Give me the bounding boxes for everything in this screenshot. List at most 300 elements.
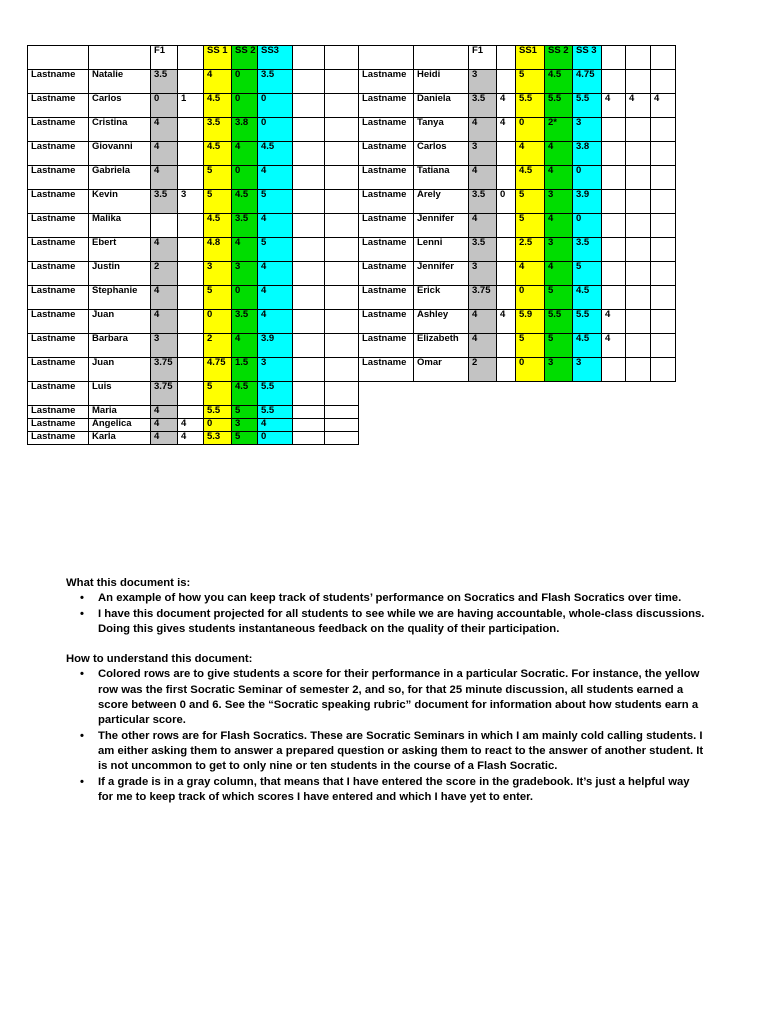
table-cell: 4.5 bbox=[516, 166, 545, 190]
table-cell bbox=[325, 94, 359, 118]
table-row bbox=[359, 142, 676, 166]
table-row bbox=[359, 262, 676, 286]
table-cell: 4 bbox=[497, 310, 516, 334]
list-item: • The other rows are for Flash Socratics. These are Socratic Seminars in which I am mainly cold calling students. I am either asking them to answer a prepared question or asking them to react to the answer of another student. It is not uncommon to get to only nine or ten students in the course of a Flash Socratic. bbox=[98, 729, 706, 775]
table-cell: 4 bbox=[651, 94, 676, 118]
table-cell: Justin bbox=[89, 262, 151, 286]
list-item: • Colored rows are to give students a score for their performance in a particular Socratic. For instance, the yellow row was the first Socratic Seminar of semester 2, and so, for that 25 minute discussion, all students earned a score between 0 and 6. See the “Socratic speaking rubric” document for information about how students earn a particular score. bbox=[98, 667, 706, 728]
header-cell: SS3 bbox=[258, 46, 293, 70]
table-cell: 3.5 bbox=[469, 190, 497, 214]
table-cell: 4 bbox=[516, 142, 545, 166]
table-cell: 5 bbox=[258, 190, 293, 214]
table-cell: 5 bbox=[516, 334, 545, 358]
notes-section bbox=[66, 576, 706, 820]
table-row bbox=[359, 310, 676, 334]
table-cell bbox=[293, 70, 325, 94]
table-cell: 4 bbox=[151, 238, 178, 262]
table-cell bbox=[497, 214, 516, 238]
table-cell: 5 bbox=[516, 190, 545, 214]
table-row bbox=[28, 214, 359, 238]
table-cell bbox=[651, 334, 676, 358]
table-cell: 3.5 bbox=[232, 214, 258, 238]
header-cell: SS1 bbox=[516, 46, 545, 70]
list-item: • If a grade is in a gray column, that means that I have entered the score in the gradebook. It’s just a helpful way for me to keep track of which scores I have entered and which I have yet to enter. bbox=[98, 775, 706, 806]
table-cell: 5.5 bbox=[545, 310, 573, 334]
table-cell bbox=[293, 419, 325, 432]
table-cell: 4 bbox=[151, 166, 178, 190]
table-cell: 3 bbox=[469, 70, 497, 94]
table-cell: 4 bbox=[151, 118, 178, 142]
table-cell: 3 bbox=[469, 262, 497, 286]
table-cell bbox=[651, 166, 676, 190]
table-cell bbox=[325, 214, 359, 238]
table-cell: 3 bbox=[232, 419, 258, 432]
table-cell: Lastname bbox=[359, 238, 414, 262]
table-cell: 0 bbox=[516, 118, 545, 142]
table-cell: 0 bbox=[232, 94, 258, 118]
table-row bbox=[359, 190, 676, 214]
table-cell: Barbara bbox=[89, 334, 151, 358]
header-cell bbox=[28, 46, 89, 70]
table-cell: 0 bbox=[232, 286, 258, 310]
table-cell: 4.5 bbox=[258, 142, 293, 166]
table-cell: 3 bbox=[178, 190, 204, 214]
table-cell bbox=[325, 286, 359, 310]
what-heading: What this document is: bbox=[66, 577, 191, 589]
table-cell: 0 bbox=[516, 286, 545, 310]
table-cell bbox=[602, 166, 626, 190]
table-cell bbox=[325, 334, 359, 358]
what-list bbox=[66, 591, 706, 637]
table-cell: 5.9 bbox=[516, 310, 545, 334]
table-cell bbox=[626, 118, 651, 142]
table-cell: 4 bbox=[602, 94, 626, 118]
header-cell: SS 3 bbox=[573, 46, 602, 70]
table-cell bbox=[178, 310, 204, 334]
table-cell: 3.75 bbox=[469, 286, 497, 310]
header-cell bbox=[325, 46, 359, 70]
header-cell bbox=[293, 46, 325, 70]
table-cell: 4.5 bbox=[232, 382, 258, 406]
table-cell: Carlos bbox=[89, 94, 151, 118]
table-cell bbox=[293, 310, 325, 334]
table-cell: 5 bbox=[232, 432, 258, 445]
table-cell: Lastname bbox=[28, 310, 89, 334]
table-cell: Omar bbox=[414, 358, 469, 382]
table-cell bbox=[325, 70, 359, 94]
header-cell bbox=[602, 46, 626, 70]
table-cell: 3.5 bbox=[204, 118, 232, 142]
table-cell: Daniela bbox=[414, 94, 469, 118]
table-cell: 3.5 bbox=[151, 70, 178, 94]
table-cell: 3.75 bbox=[151, 382, 178, 406]
table-row bbox=[359, 94, 676, 118]
table-cell: 5.5 bbox=[573, 310, 602, 334]
table-cell: Lastname bbox=[28, 432, 89, 445]
table-cell bbox=[497, 334, 516, 358]
table-cell bbox=[626, 310, 651, 334]
table-cell: 3 bbox=[469, 142, 497, 166]
table-cell: Tatiana bbox=[414, 166, 469, 190]
table-cell bbox=[293, 94, 325, 118]
table-cell bbox=[178, 286, 204, 310]
table-cell: 5.5 bbox=[545, 94, 573, 118]
header-cell: F1 bbox=[469, 46, 497, 70]
table-cell: Lastname bbox=[359, 262, 414, 286]
table-cell: 5.5 bbox=[516, 94, 545, 118]
table-cell: 4 bbox=[469, 166, 497, 190]
table-cell bbox=[497, 262, 516, 286]
table-row bbox=[359, 70, 676, 94]
table-row bbox=[28, 310, 359, 334]
table-cell: 4.5 bbox=[232, 190, 258, 214]
table-row bbox=[359, 358, 676, 382]
table-cell: 4.75 bbox=[573, 70, 602, 94]
table-cell: Lastname bbox=[359, 142, 414, 166]
table-cell bbox=[178, 382, 204, 406]
table-cell: 4 bbox=[469, 334, 497, 358]
header-cell bbox=[497, 46, 516, 70]
table-cell bbox=[293, 262, 325, 286]
table-cell: Lastname bbox=[28, 70, 89, 94]
table-cell: Lastname bbox=[28, 419, 89, 432]
how-heading: How to understand this document: bbox=[66, 653, 253, 666]
table-cell: 4 bbox=[497, 118, 516, 142]
table-cell: Luis bbox=[89, 382, 151, 406]
table-cell bbox=[651, 358, 676, 382]
table-row bbox=[28, 382, 359, 406]
table-cell: 5.5 bbox=[258, 406, 293, 419]
table-cell: 4 bbox=[151, 406, 178, 419]
table-cell: Cristina bbox=[89, 118, 151, 142]
table-cell: 4 bbox=[258, 310, 293, 334]
table-cell: 3.5 bbox=[258, 70, 293, 94]
table-cell bbox=[602, 358, 626, 382]
table-cell bbox=[602, 142, 626, 166]
table-cell bbox=[178, 142, 204, 166]
table-cell: 3 bbox=[573, 358, 602, 382]
table-cell: 0 bbox=[232, 70, 258, 94]
table-cell: 1.5 bbox=[232, 358, 258, 382]
table-cell: Juan bbox=[89, 310, 151, 334]
table-row bbox=[359, 334, 676, 358]
table-cell: 5 bbox=[204, 166, 232, 190]
table-cell: Lastname bbox=[28, 262, 89, 286]
table-cell: Lastname bbox=[28, 286, 89, 310]
table-cell bbox=[626, 214, 651, 238]
table-cell: 5.5 bbox=[204, 406, 232, 419]
table-cell: 4 bbox=[151, 286, 178, 310]
table-cell bbox=[651, 286, 676, 310]
table-cell: 0 bbox=[497, 190, 516, 214]
table-cell: Maria bbox=[89, 406, 151, 419]
table-cell: 4 bbox=[469, 310, 497, 334]
header-cell bbox=[414, 46, 469, 70]
table-cell: 3.5 bbox=[469, 238, 497, 262]
table-cell bbox=[325, 310, 359, 334]
table-row bbox=[359, 214, 676, 238]
table-cell bbox=[626, 358, 651, 382]
table-cell: 3.8 bbox=[232, 118, 258, 142]
list-item: • An example of how you can keep track of students’ performance on Socratics and Flash Socratics over time. bbox=[98, 591, 706, 606]
table-cell: 4 bbox=[258, 214, 293, 238]
table-cell: Natalie bbox=[89, 70, 151, 94]
table-cell: Jennifer bbox=[414, 262, 469, 286]
table-cell: Heidi bbox=[414, 70, 469, 94]
table-cell bbox=[293, 432, 325, 445]
table-cell: Lastname bbox=[28, 406, 89, 419]
table-cell: Lastname bbox=[359, 94, 414, 118]
table-cell: 3 bbox=[545, 190, 573, 214]
table-cell: 5.5 bbox=[258, 382, 293, 406]
table-cell bbox=[626, 262, 651, 286]
table-cell bbox=[651, 310, 676, 334]
table-cell: 5 bbox=[545, 286, 573, 310]
table-cell: 4 bbox=[545, 214, 573, 238]
table-cell: 5 bbox=[573, 262, 602, 286]
table-cell: 0 bbox=[258, 432, 293, 445]
table-cell: Lenni bbox=[414, 238, 469, 262]
table-cell: 5 bbox=[204, 286, 232, 310]
table-row bbox=[28, 166, 359, 190]
table-cell bbox=[325, 142, 359, 166]
table-cell: 4 bbox=[258, 166, 293, 190]
table-cell: 2* bbox=[545, 118, 573, 142]
table-cell: 4 bbox=[178, 419, 204, 432]
header-cell bbox=[178, 46, 204, 70]
table-cell bbox=[651, 70, 676, 94]
table-cell bbox=[626, 286, 651, 310]
table-cell bbox=[651, 238, 676, 262]
table-cell: 3.8 bbox=[573, 142, 602, 166]
table-cell bbox=[325, 262, 359, 286]
table-cell: 0 bbox=[573, 166, 602, 190]
table-cell: 5.3 bbox=[204, 432, 232, 445]
table-cell: 3.5 bbox=[151, 190, 178, 214]
table-cell: Angelica bbox=[89, 419, 151, 432]
table-cell: 4.5 bbox=[204, 142, 232, 166]
table-row bbox=[28, 94, 359, 118]
table-cell bbox=[293, 358, 325, 382]
table-cell: Giovanni bbox=[89, 142, 151, 166]
table-cell: 0 bbox=[204, 310, 232, 334]
table-cell: 4.75 bbox=[204, 358, 232, 382]
table-cell: 3 bbox=[573, 118, 602, 142]
table-cell bbox=[497, 166, 516, 190]
table-row bbox=[28, 238, 359, 262]
table-cell: Lastname bbox=[28, 118, 89, 142]
table-row bbox=[359, 166, 676, 190]
table-cell bbox=[151, 214, 178, 238]
table-cell: 4 bbox=[204, 70, 232, 94]
header-cell bbox=[626, 46, 651, 70]
table-cell: 4 bbox=[151, 310, 178, 334]
grade-table-right bbox=[358, 45, 676, 382]
table-cell: 3 bbox=[151, 334, 178, 358]
table-cell: 1 bbox=[178, 94, 204, 118]
table-row bbox=[28, 118, 359, 142]
table-cell bbox=[325, 382, 359, 406]
table-cell: 2.5 bbox=[516, 238, 545, 262]
table-cell: 5 bbox=[516, 214, 545, 238]
table-cell bbox=[602, 190, 626, 214]
table-cell: 3.9 bbox=[258, 334, 293, 358]
table-cell bbox=[497, 358, 516, 382]
table-cell bbox=[626, 142, 651, 166]
table-cell: Lastname bbox=[359, 190, 414, 214]
table-cell: 4 bbox=[545, 142, 573, 166]
table-cell: Arely bbox=[414, 190, 469, 214]
table-cell: 4 bbox=[602, 334, 626, 358]
table-cell: 5.5 bbox=[573, 94, 602, 118]
table-cell: 3 bbox=[545, 358, 573, 382]
table-cell: Karla bbox=[89, 432, 151, 445]
table-row bbox=[28, 406, 359, 419]
table-cell: 4 bbox=[258, 262, 293, 286]
table-cell bbox=[626, 334, 651, 358]
table-cell bbox=[602, 262, 626, 286]
table-row bbox=[359, 238, 676, 262]
table-header-row bbox=[28, 46, 359, 70]
how-list bbox=[66, 667, 706, 805]
table-cell bbox=[293, 118, 325, 142]
table-cell: 2 bbox=[469, 358, 497, 382]
table-cell: Stephanie bbox=[89, 286, 151, 310]
table-cell bbox=[325, 166, 359, 190]
table-cell: 4 bbox=[151, 432, 178, 445]
table-cell: 4 bbox=[232, 142, 258, 166]
table-cell: 4 bbox=[469, 118, 497, 142]
table-cell: 4 bbox=[258, 286, 293, 310]
table-cell: Carlos bbox=[414, 142, 469, 166]
table-cell: 4 bbox=[258, 419, 293, 432]
table-cell: 4 bbox=[178, 432, 204, 445]
table-cell: Lastname bbox=[359, 166, 414, 190]
table-cell bbox=[497, 286, 516, 310]
table-cell: Ashley bbox=[414, 310, 469, 334]
table-cell: Tanya bbox=[414, 118, 469, 142]
table-cell: 4 bbox=[232, 238, 258, 262]
table-cell bbox=[497, 238, 516, 262]
table-cell: Ebert bbox=[89, 238, 151, 262]
table-cell: Lastname bbox=[359, 214, 414, 238]
table-cell: 3.9 bbox=[573, 190, 602, 214]
table-row bbox=[28, 190, 359, 214]
table-cell bbox=[626, 166, 651, 190]
grade-table-left bbox=[27, 45, 359, 445]
table-cell: 0 bbox=[258, 118, 293, 142]
table-cell: 0 bbox=[151, 94, 178, 118]
table-cell: 3 bbox=[232, 262, 258, 286]
table-cell: 3 bbox=[258, 358, 293, 382]
table-cell bbox=[325, 190, 359, 214]
table-cell: Erick bbox=[414, 286, 469, 310]
table-cell bbox=[602, 214, 626, 238]
table-cell: Lastname bbox=[28, 238, 89, 262]
table-row bbox=[28, 419, 359, 432]
table-cell: 4 bbox=[232, 334, 258, 358]
table-cell: 3.75 bbox=[151, 358, 178, 382]
table-cell: Juan bbox=[89, 358, 151, 382]
table-row bbox=[28, 432, 359, 445]
table-cell: Lastname bbox=[359, 334, 414, 358]
table-cell bbox=[293, 286, 325, 310]
table-cell bbox=[602, 118, 626, 142]
header-cell: SS 2 bbox=[232, 46, 258, 70]
table-cell bbox=[178, 358, 204, 382]
table-cell: Lastname bbox=[28, 382, 89, 406]
table-cell: 4 bbox=[626, 94, 651, 118]
table-cell bbox=[178, 166, 204, 190]
table-cell: 5 bbox=[516, 70, 545, 94]
header-cell: SS 1 bbox=[204, 46, 232, 70]
table-cell bbox=[293, 142, 325, 166]
table-cell bbox=[178, 118, 204, 142]
table-row bbox=[28, 286, 359, 310]
table-cell bbox=[626, 70, 651, 94]
table-cell: 4.5 bbox=[204, 214, 232, 238]
table-cell: 0 bbox=[573, 214, 602, 238]
table-header-row bbox=[359, 46, 676, 70]
header-cell bbox=[359, 46, 414, 70]
table-cell: 3 bbox=[545, 238, 573, 262]
table-row bbox=[28, 334, 359, 358]
table-cell bbox=[651, 214, 676, 238]
table-cell: 4 bbox=[516, 262, 545, 286]
table-cell bbox=[178, 214, 204, 238]
table-cell bbox=[626, 238, 651, 262]
table-cell bbox=[497, 70, 516, 94]
table-cell bbox=[626, 190, 651, 214]
table-row bbox=[28, 70, 359, 94]
table-cell: 0 bbox=[204, 419, 232, 432]
table-cell bbox=[325, 238, 359, 262]
table-cell: 0 bbox=[232, 166, 258, 190]
table-cell bbox=[602, 286, 626, 310]
table-cell: 4 bbox=[151, 142, 178, 166]
table-cell bbox=[293, 190, 325, 214]
table-cell: 4 bbox=[151, 419, 178, 432]
table-cell: Kevin bbox=[89, 190, 151, 214]
table-cell: Lastname bbox=[28, 334, 89, 358]
table-cell: Lastname bbox=[359, 358, 414, 382]
list-item: • I have this document projected for all students to see while we are having accountable, whole-class discussions. Doing this gives students instantaneous feedback on the quality of their participation. bbox=[98, 607, 706, 638]
table-cell bbox=[602, 70, 626, 94]
table-cell: 4 bbox=[545, 262, 573, 286]
table-cell: 4 bbox=[602, 310, 626, 334]
table-cell: 4.5 bbox=[545, 70, 573, 94]
table-cell: 2 bbox=[204, 334, 232, 358]
table-cell: 3.5 bbox=[469, 94, 497, 118]
table-cell: 4.5 bbox=[204, 94, 232, 118]
table-cell bbox=[293, 382, 325, 406]
table-cell bbox=[178, 70, 204, 94]
table-cell bbox=[325, 419, 359, 432]
header-cell bbox=[89, 46, 151, 70]
table-cell bbox=[651, 262, 676, 286]
table-cell: Lastname bbox=[28, 94, 89, 118]
table-cell bbox=[178, 238, 204, 262]
table-cell: 0 bbox=[516, 358, 545, 382]
table-row bbox=[28, 358, 359, 382]
table-cell: 5 bbox=[232, 406, 258, 419]
table-cell: 4 bbox=[497, 94, 516, 118]
table-cell bbox=[651, 190, 676, 214]
table-cell bbox=[651, 142, 676, 166]
table-cell bbox=[293, 238, 325, 262]
table-cell: Lastname bbox=[28, 358, 89, 382]
table-cell: 4 bbox=[469, 214, 497, 238]
